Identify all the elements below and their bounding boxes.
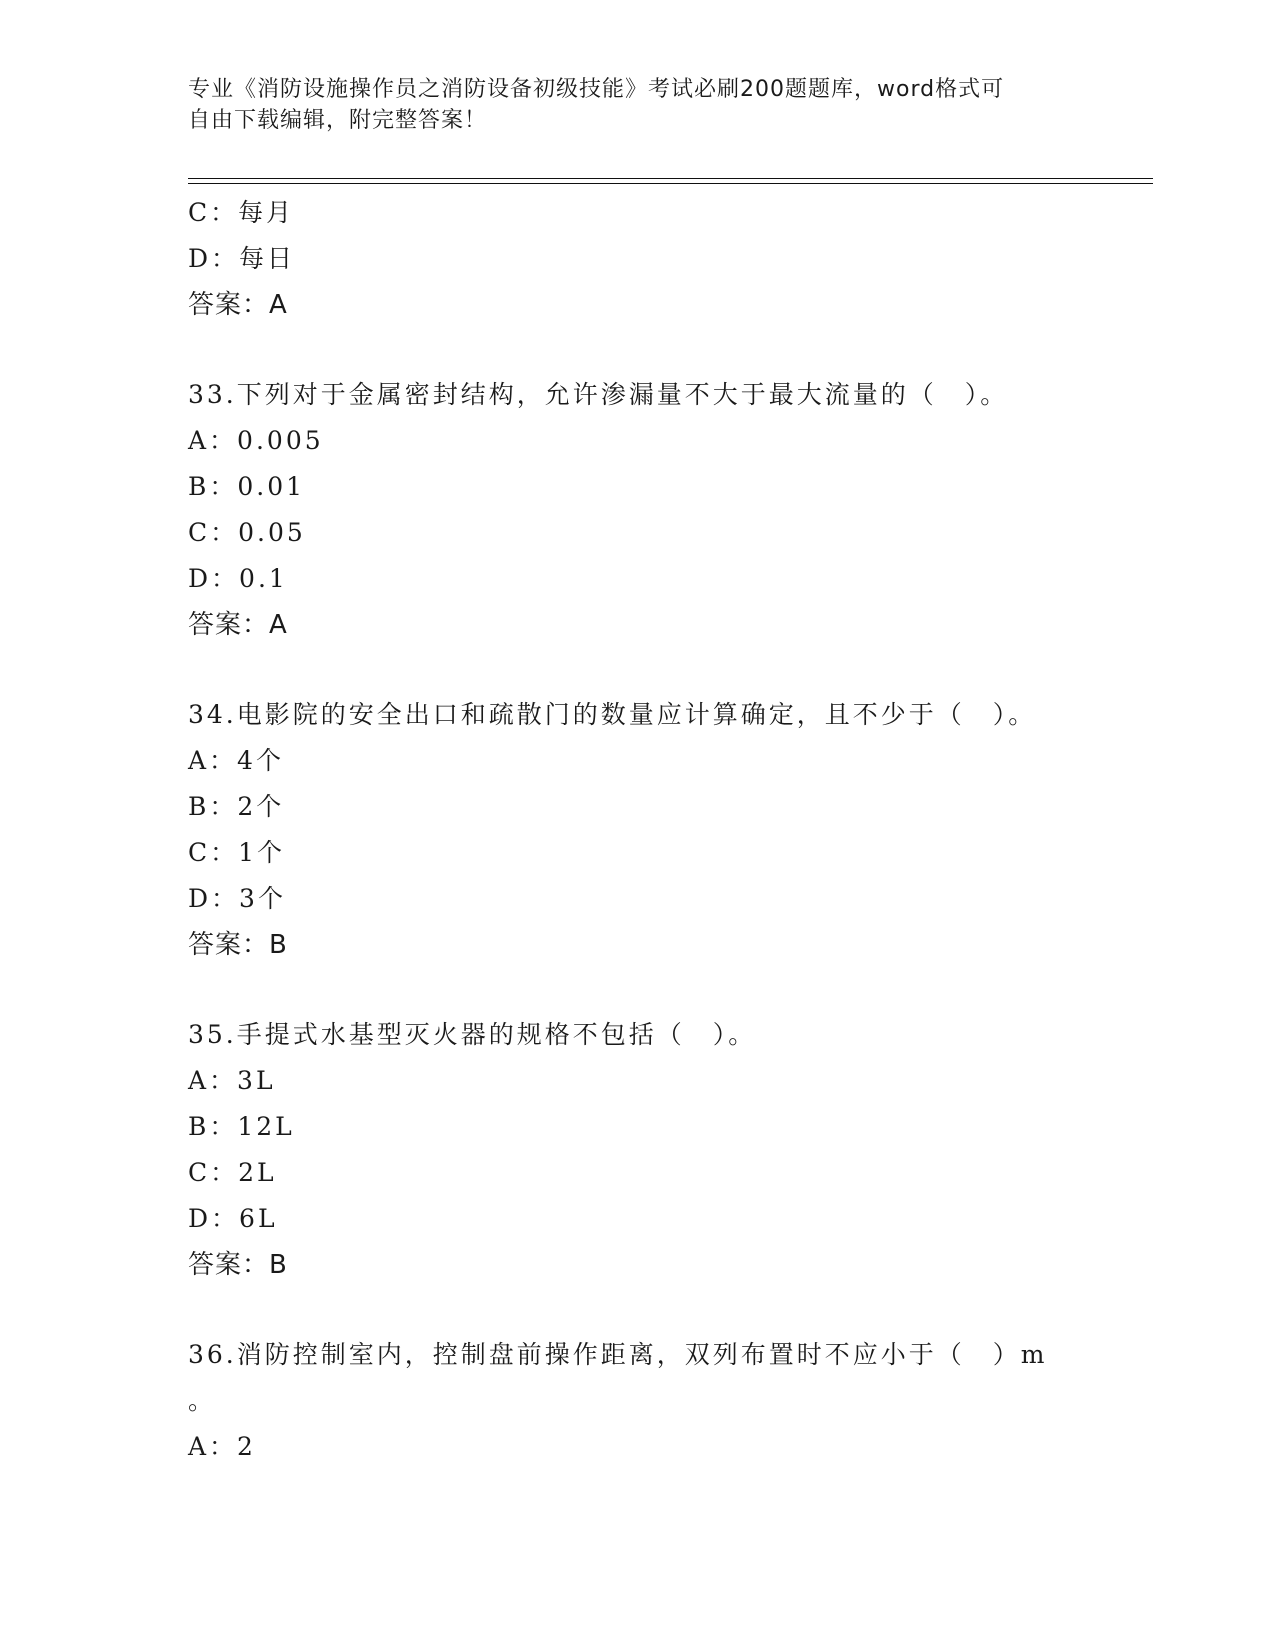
question-block-35 <box>188 1012 1108 1288</box>
option-c: C：0.05 <box>188 518 306 547</box>
answer-line: 答案：A <box>188 290 288 320</box>
question-block-33 <box>188 372 1108 648</box>
document-header <box>188 74 1068 136</box>
question-list <box>188 190 1108 1470</box>
question-block-34 <box>188 692 1108 968</box>
option-c: C：2L <box>188 1158 277 1187</box>
question-text: 34.电影院的安全出口和疏散门的数量应计算确定，且不少于（ ）。 <box>188 700 1037 729</box>
option-d: D：6L <box>188 1204 278 1233</box>
question-text-continuation: 。 <box>188 1386 214 1415</box>
option-b: B：12L <box>188 1112 295 1141</box>
option-c: C：每月 <box>188 198 295 227</box>
option-a: A：3L <box>188 1066 276 1095</box>
question-text: 33.下列对于金属密封结构，允许渗漏量不大于最大流量的（ ）。 <box>188 380 1009 409</box>
option-a: A：0.005 <box>188 426 324 455</box>
option-d: D：每日 <box>188 244 296 273</box>
answer-line: 答案：B <box>188 930 288 960</box>
option-d: D：0.1 <box>188 564 288 593</box>
answer-line: 答案：B <box>188 1250 288 1280</box>
option-a: A：4个 <box>188 746 284 775</box>
question-text: 36.消防控制室内，控制盘前操作距离，双列布置时不应小于（ ）m <box>188 1340 1048 1369</box>
question-block-36 <box>188 1332 1108 1470</box>
option-a: A：2 <box>188 1432 256 1461</box>
header-line-2: 自由下载编辑，附完整答案！ <box>188 108 488 133</box>
header-line-1: 专业《消防设施操作员之消防设备初级技能》考试必刷200题题库，word格式可 <box>188 77 1005 102</box>
question-block-previous <box>188 190 1108 328</box>
answer-line: 答案：A <box>188 610 288 640</box>
option-d: D：3个 <box>188 884 286 913</box>
header-rule-top <box>188 178 1153 179</box>
option-c: C：1个 <box>188 838 286 867</box>
option-b: B：2个 <box>188 792 285 821</box>
question-text: 35.手提式水基型灭火器的规格不包括（ ）。 <box>188 1020 757 1049</box>
option-b: B：0.01 <box>188 472 306 501</box>
header-rule-bottom <box>188 183 1153 184</box>
